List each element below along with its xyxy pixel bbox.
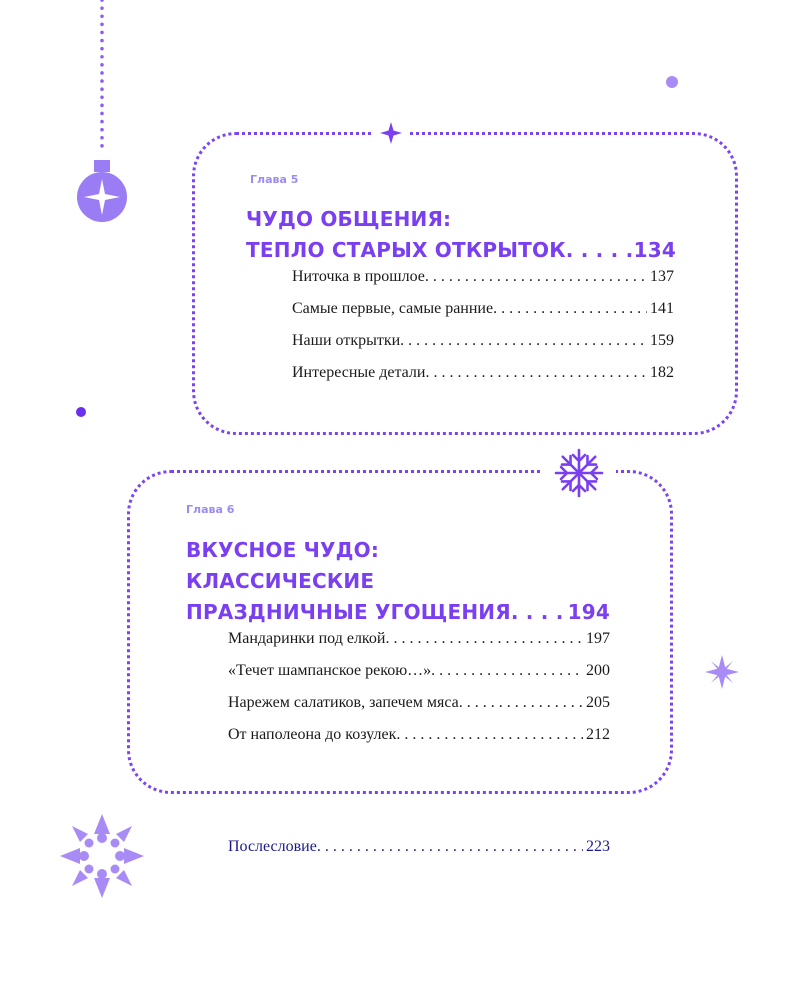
toc-entry-title: Интересные детали [292, 364, 426, 381]
chapter-title-page: 134 [633, 238, 676, 262]
toc-entry-title: Самые первые, самые ранние [292, 300, 494, 317]
toc-entry[interactable] [292, 332, 674, 364]
chapter-label: Глава 6 [186, 503, 235, 516]
toc-entry-page: 212 [586, 726, 610, 743]
ornament-ball-icon [72, 0, 132, 226]
toc-entry-page: 141 [650, 300, 674, 317]
toc-entry-page: 205 [586, 694, 610, 711]
toc-entry-title: «Течет шампанское рекою…» [228, 662, 432, 679]
toc-entry-title: Нарежем салатиков, запечем мяса [228, 694, 459, 711]
toc-entry[interactable] [228, 630, 610, 662]
chapter-title-page: 194 [567, 600, 610, 624]
sparkle-icon [378, 120, 404, 146]
toc-entry-title: От наполеона до козулек [228, 726, 397, 743]
toc-entry[interactable] [292, 268, 674, 300]
toc-entry[interactable] [292, 364, 674, 396]
chapter-title [246, 204, 676, 266]
toc-entry-title: Ниточка в прошлое [292, 268, 425, 285]
chapter-6-entries [228, 630, 610, 758]
toc-entry[interactable] [228, 838, 610, 870]
decor-dot [666, 76, 678, 88]
chapter-title-line: КЛАССИЧЕСКИЕ [186, 569, 375, 593]
toc-entry-page: 159 [650, 332, 674, 349]
afterword-entry [228, 838, 610, 870]
toc-entry-title: Послесловие [228, 838, 317, 855]
toc-entry-page: 197 [586, 630, 610, 647]
chapter-title-line: ТЕПЛО СТАРЫХ ОТКРЫТОК [246, 238, 566, 262]
toc-entry-title: Мандаринки под елкой [228, 630, 386, 647]
snowflake-icon [552, 446, 606, 500]
toc-entry[interactable] [228, 726, 610, 758]
chapter-title-line: ЧУДО ОБЩЕНИЯ: [246, 207, 452, 231]
toc-entry-page: 137 [650, 268, 674, 285]
toc-entry-page: 223 [586, 838, 610, 855]
chapter-title-line: ВКУСНОЕ ЧУДО: [186, 538, 380, 562]
toc-entry-page: 200 [586, 662, 610, 679]
toc-entry[interactable] [228, 694, 610, 726]
decor-dot [76, 407, 86, 417]
toc-entry[interactable] [228, 662, 610, 694]
chapter-title [186, 535, 610, 628]
toc-entry-page: 182 [650, 364, 674, 381]
chapter-label: Глава 5 [250, 173, 299, 186]
sparkle-icon [702, 652, 742, 692]
chapter-title-line: ПРАЗДНИЧНЫЕ УГОЩЕНИЯ [186, 600, 511, 624]
sun-star-icon [58, 812, 146, 900]
chapter-5-entries [292, 268, 674, 396]
toc-entry-title: Наши открытки [292, 332, 401, 349]
toc-entry[interactable] [292, 300, 674, 332]
